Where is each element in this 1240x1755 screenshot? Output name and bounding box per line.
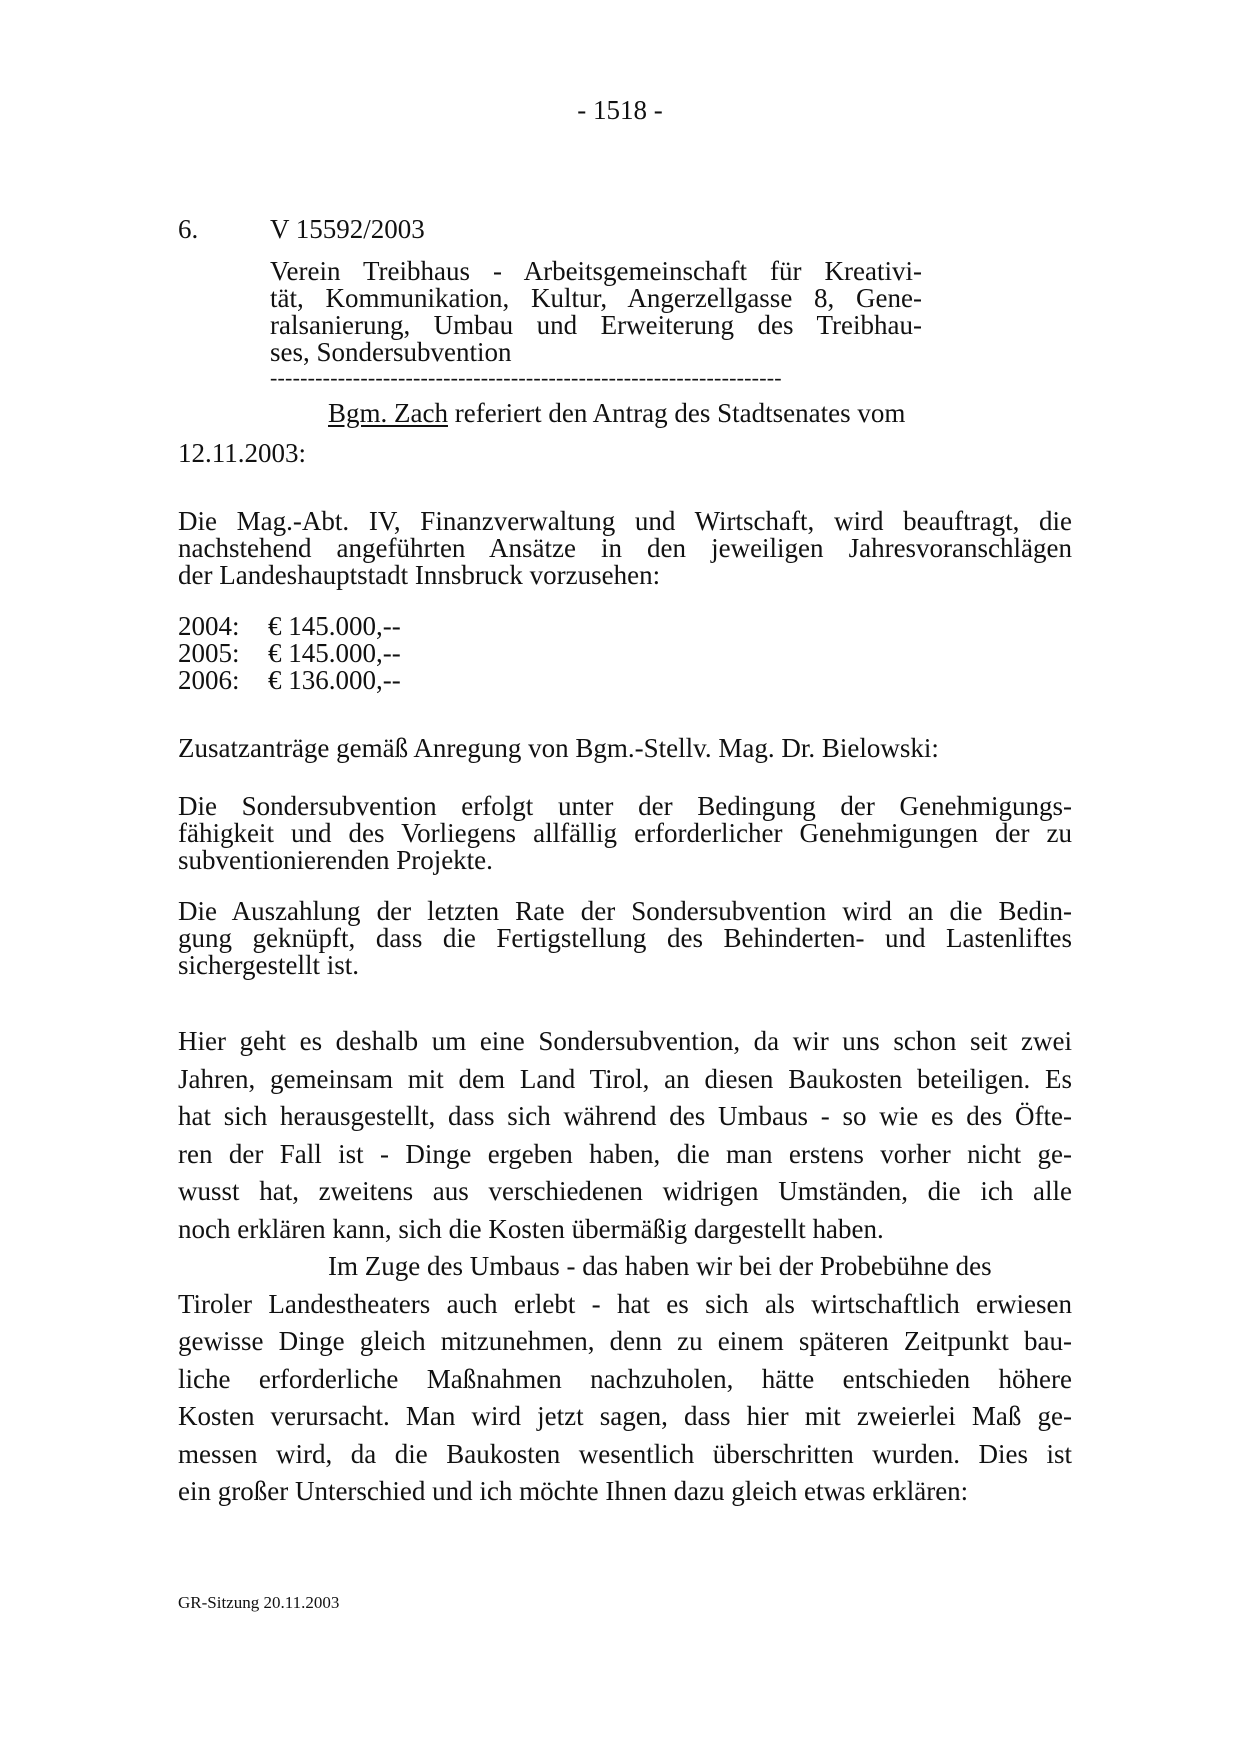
budget-row (178, 640, 401, 667)
budget-amount: € 136.000,-- (268, 665, 401, 695)
budget-amount: € 145.000,-- (268, 638, 401, 668)
speech-line: gewisse Dinge gleich mitzunehmen, denn zu einem späteren Zeitpunkt bau- (178, 1326, 1072, 1356)
condition-line: fähigkeit und des Vorliegens allfällig erforderlicher Genehmigungen der zu (178, 818, 1072, 848)
title-line: ses, Sondersubvention (270, 337, 512, 367)
condition-line: Die Auszahlung der letzten Rate der Sondersubvention wird an die Bedin- (178, 896, 1072, 926)
speaker-line (328, 398, 905, 429)
agenda-item-title (270, 258, 922, 366)
speech-line: Jahren, gemeinsam mit dem Land Tirol, an diesen Baukosten beteiligen. Es (178, 1063, 1072, 1094)
speech-line: Hier geht es deshalb um eine Sondersubvention, da wir uns schon seit zwei (178, 1026, 1072, 1056)
motion-date: 12.11.2003: (178, 438, 306, 468)
speech-line: messen wird, da die Baukosten wesentlich überschritten wurden. Dies ist (178, 1438, 1072, 1469)
speaker-text: referiert den Antrag des Stadtsenates vom (447, 398, 906, 428)
motion-line: der Landeshauptstadt Innsbruck vorzusehen: (178, 560, 661, 590)
condition-line: Die Sondersubvention erfolgt unter der Bedingung der Genehmigungs- (178, 791, 1072, 821)
condition-2 (178, 898, 1072, 979)
speech-line: wusst hat, zweitens aus verschiedenen widrigen Umständen, die ich alle (178, 1176, 1072, 1206)
condition-1 (178, 793, 1072, 874)
speech-line: ein großer Unterschied und ich möchte Ihnen dazu gleich etwas erklären: (178, 1476, 969, 1506)
condition-line: gung geknüpft, dass die Fertigstellung des Behinderten- und Lastenliftes (178, 923, 1072, 953)
speech-line: Im Zuge des Umbaus - das haben wir bei der Probebühne des (328, 1251, 992, 1281)
motion-text (178, 508, 1072, 589)
separator-line: -------------------------------------------------------------------- (270, 368, 782, 388)
speech-line: liche erforderliche Maßnahmen nachzuholen, hätte entschieden höhere (178, 1363, 1072, 1394)
page-number: - 1518 - (577, 95, 663, 125)
title-line: Verein Treibhaus - Arbeitsgemeinschaft für Kreativi- (270, 256, 922, 286)
speech-line: Tiroler Landestheaters auch erlebt - hat es sich als wirtschaftlich erwiesen (178, 1288, 1072, 1319)
speech-line: hat sich herausgestellt, dass sich während des Umbaus - so wie es des Öfte- (178, 1101, 1072, 1131)
motion-line: nachstehend angeführten Ansätze in den jeweiligen Jahresvoranschlägen (178, 533, 1072, 563)
budget-year: 2004: (178, 611, 240, 641)
condition-line: subventionierenden Projekte. (178, 845, 493, 875)
speech-line: Kosten verursacht. Man wird jetzt sagen, dass hier mit zweierlei Maß ge- (178, 1401, 1072, 1431)
speech-line: ren der Fall ist - Dinge ergeben haben, die man erstens vorher nicht ge- (178, 1138, 1072, 1169)
condition-line: sichergestellt ist. (178, 950, 359, 980)
speech-line: noch erklären kann, sich die Kosten übermäßig dargestellt haben. (178, 1213, 884, 1244)
agenda-item-number: 6. (178, 214, 199, 244)
additional-heading (178, 735, 1072, 762)
footer: GR-Sitzung 20.11.2003 (178, 1593, 340, 1612)
budget-year: 2005: (178, 638, 240, 668)
speech-text (178, 1023, 1072, 1511)
budget-amount: € 145.000,-- (268, 611, 401, 641)
title-line: tät, Kommunikation, Kultur, Angerzellgasse 8, Gene- (270, 283, 922, 313)
budget-year: 2006: (178, 665, 240, 695)
motion-line: Die Mag.-Abt. IV, Finanzverwaltung und Wirtschaft, wird beauftragt, die (178, 506, 1072, 536)
budget-row (178, 667, 401, 694)
agenda-item-reference: V 15592/2003 (270, 214, 425, 244)
speaker-name: Bgm. Zach (328, 398, 448, 428)
budget-row (178, 613, 401, 640)
budget-list (178, 613, 401, 694)
additional-heading-text: Zusatzanträge gemäß Anregung von Bgm.-Stellv. Mag. Dr. Bielowski: (178, 733, 939, 763)
title-line: ralsanierung, Umbau und Erweiterung des Treibhau- (270, 310, 922, 340)
